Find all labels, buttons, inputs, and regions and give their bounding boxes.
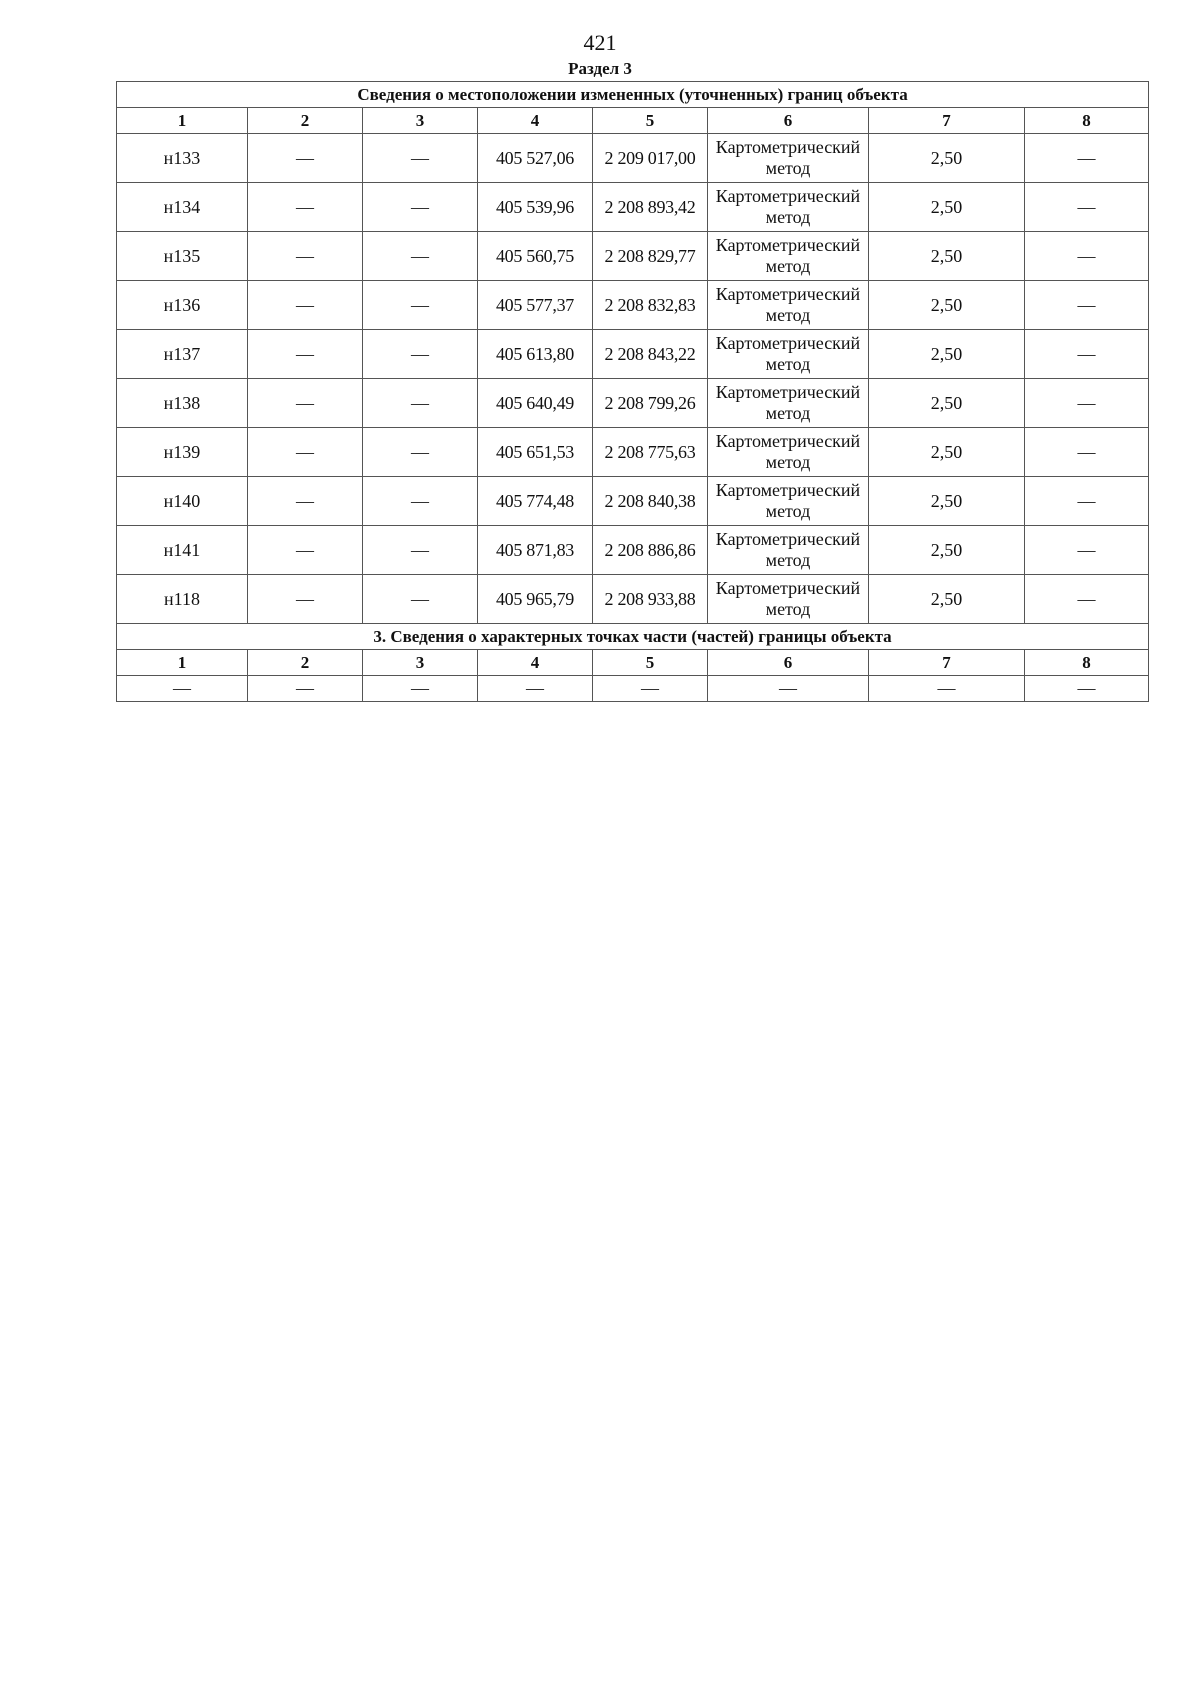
table-caption-row — [117, 624, 1149, 650]
column-number: 1 — [117, 108, 248, 134]
table-cell: — — [363, 330, 478, 379]
table-cell: — — [363, 281, 478, 330]
table-cell: — — [708, 676, 869, 702]
table-cell: 2 208 840,38 — [593, 477, 708, 526]
table-cell: — — [248, 526, 363, 575]
column-number: 6 — [708, 650, 869, 676]
table-cell: — — [363, 575, 478, 624]
table-cell: 2,50 — [869, 428, 1025, 477]
table-cell: 405 560,75 — [478, 232, 593, 281]
table-cell: н138 — [117, 379, 248, 428]
table-cell: 2,50 — [869, 477, 1025, 526]
table-cell: н133 — [117, 134, 248, 183]
table-cell: — — [478, 676, 593, 702]
table-cell: — — [248, 676, 363, 702]
table-cell: 405 613,80 — [478, 330, 593, 379]
column-number: 5 — [593, 650, 708, 676]
table-cell: 2 209 017,00 — [593, 134, 708, 183]
table-cell: — — [248, 281, 363, 330]
column-number: 7 — [869, 108, 1025, 134]
table-cell: н134 — [117, 183, 248, 232]
table-cell: Картометрический метод — [708, 183, 869, 232]
column-number-row — [117, 650, 1149, 676]
table-cell: — — [1025, 676, 1149, 702]
table-cell: — — [363, 379, 478, 428]
table-cell: — — [363, 477, 478, 526]
table-cell: 405 871,83 — [478, 526, 593, 575]
column-number: 5 — [593, 108, 708, 134]
table-cell: — — [1025, 477, 1149, 526]
column-number: 2 — [248, 108, 363, 134]
table-row — [117, 232, 1149, 281]
table-cell: н135 — [117, 232, 248, 281]
table-cell: — — [593, 676, 708, 702]
table-cell: — — [363, 232, 478, 281]
table-cell: — — [248, 232, 363, 281]
table-cell: н140 — [117, 477, 248, 526]
table-cell: 2,50 — [869, 281, 1025, 330]
column-number: 2 — [248, 650, 363, 676]
column-number: 1 — [117, 650, 248, 676]
table-cell: — — [248, 330, 363, 379]
page-number: 421 — [583, 30, 617, 55]
table-cell: — — [363, 428, 478, 477]
table-row — [117, 134, 1149, 183]
table-cell: Картометрический метод — [708, 526, 869, 575]
table-cell: 2 208 829,77 — [593, 232, 708, 281]
table-cell: — — [1025, 183, 1149, 232]
table-cell: — — [1025, 134, 1149, 183]
table-cell: — — [117, 676, 248, 702]
table-cell: 405 965,79 — [478, 575, 593, 624]
table-cell: 2,50 — [869, 232, 1025, 281]
table-cell: — — [248, 477, 363, 526]
table-cell: Картометрический метод — [708, 134, 869, 183]
table-cell: Картометрический метод — [708, 281, 869, 330]
column-number: 8 — [1025, 650, 1149, 676]
table-cell: н139 — [117, 428, 248, 477]
table-cell: — — [1025, 281, 1149, 330]
table-row — [117, 676, 1149, 702]
table-cell: 405 651,53 — [478, 428, 593, 477]
column-number: 3 — [363, 650, 478, 676]
table-cell: 2 208 775,63 — [593, 428, 708, 477]
column-number: 3 — [363, 108, 478, 134]
table-cell: 2,50 — [869, 134, 1025, 183]
column-number: 4 — [478, 108, 593, 134]
table-cell: — — [248, 379, 363, 428]
table-cell: 2 208 799,26 — [593, 379, 708, 428]
table-row — [117, 183, 1149, 232]
table-row — [117, 379, 1149, 428]
table-cell: — — [1025, 330, 1149, 379]
table-cell: н137 — [117, 330, 248, 379]
table-cell: — — [248, 134, 363, 183]
table-cell: Картометрический метод — [708, 330, 869, 379]
table-cell: Картометрический метод — [708, 428, 869, 477]
table-cell: Картометрический метод — [708, 232, 869, 281]
column-number: 7 — [869, 650, 1025, 676]
table-row — [117, 281, 1149, 330]
table-cell: — — [248, 575, 363, 624]
table-cell: 405 640,49 — [478, 379, 593, 428]
table-cell: — — [869, 676, 1025, 702]
table-cell: н136 — [117, 281, 248, 330]
table-cell: — — [248, 428, 363, 477]
boundary-table — [116, 81, 1149, 702]
table-row — [117, 526, 1149, 575]
table-cell: н141 — [117, 526, 248, 575]
table-cell: Картометрический метод — [708, 477, 869, 526]
table-cell: — — [363, 134, 478, 183]
table-cell: — — [1025, 526, 1149, 575]
table-row — [117, 575, 1149, 624]
table-cell: — — [363, 676, 478, 702]
table-cell: — — [1025, 232, 1149, 281]
table-cell: 2,50 — [869, 330, 1025, 379]
column-number: 8 — [1025, 108, 1149, 134]
table-cell: — — [1025, 379, 1149, 428]
table-cell: — — [1025, 428, 1149, 477]
table-cell: 405 527,06 — [478, 134, 593, 183]
table-cell: 2,50 — [869, 575, 1025, 624]
table-cell: 405 577,37 — [478, 281, 593, 330]
table-cell: Картометрический метод — [708, 575, 869, 624]
table-cell: — — [1025, 575, 1149, 624]
table-cell: 2 208 843,22 — [593, 330, 708, 379]
table-cell: 2,50 — [869, 379, 1025, 428]
table-cell: 2 208 933,88 — [593, 575, 708, 624]
table-row — [117, 428, 1149, 477]
table-cell: 2,50 — [869, 183, 1025, 232]
table-caption-row — [117, 82, 1149, 108]
table-cell: 2 208 893,42 — [593, 183, 708, 232]
table-cell: Картометрический метод — [708, 379, 869, 428]
column-number-row — [117, 108, 1149, 134]
table-cell: 2,50 — [869, 526, 1025, 575]
table-cell: н118 — [117, 575, 248, 624]
table-cell: — — [363, 183, 478, 232]
table-row — [117, 477, 1149, 526]
column-number: 4 — [478, 650, 593, 676]
table-caption: 3. Сведения о характерных точках части (частей) границы объекта — [117, 624, 1149, 650]
table-cell: 405 539,96 — [478, 183, 593, 232]
table-cell: 405 774,48 — [478, 477, 593, 526]
column-number: 6 — [708, 108, 869, 134]
table-cell: — — [248, 183, 363, 232]
table-cell: — — [363, 526, 478, 575]
section-title: Раздел 3 — [568, 59, 632, 78]
table-cell: 2 208 886,86 — [593, 526, 708, 575]
table-row — [117, 330, 1149, 379]
table-caption: Сведения о местоположении измененных (уточненных) границ объекта — [117, 82, 1149, 108]
table-cell: 2 208 832,83 — [593, 281, 708, 330]
